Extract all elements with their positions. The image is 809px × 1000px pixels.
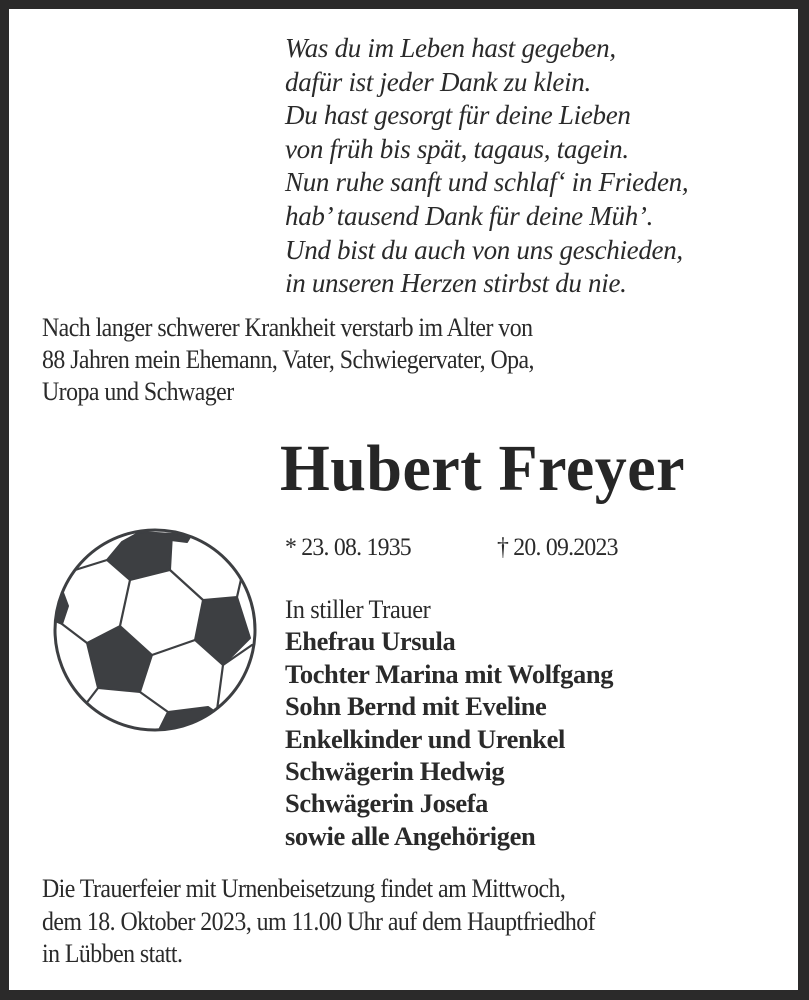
deceased-name: Hubert Freyer xyxy=(280,432,686,505)
memorial-poem xyxy=(285,32,688,301)
poem-line: Du hast gesorgt für deine Lieben xyxy=(285,100,631,131)
announcement-line: Nach langer schwerer Krankheit verstarb im Alter von xyxy=(42,312,533,342)
poem-line: Und bist du auch von uns geschieden, xyxy=(285,234,683,265)
funeral-line: in Lübben statt. xyxy=(42,938,183,969)
death-date: † 20. 09.2023 xyxy=(497,534,618,561)
poem-line: Nun ruhe sanft und schlaf‘ in Frieden, xyxy=(285,167,689,198)
mourner: Enkelkinder und Urenkel xyxy=(285,723,565,754)
poem-line: hab’ tausend Dank für deine Müh’. xyxy=(285,200,654,231)
funeral-line: Die Trauerfeier mit Urnenbeisetzung findet am Mittwoch, xyxy=(42,873,566,903)
death-announcement xyxy=(42,311,534,408)
poem-line: von früh bis spät, tagaus, tagein. xyxy=(285,133,629,164)
soccer-ball-icon xyxy=(40,520,270,740)
mourner: Schwägerin Hedwig xyxy=(285,756,505,787)
funeral-details xyxy=(42,872,595,970)
mourner: Sohn Bernd mit Eveline xyxy=(285,691,547,722)
mourner: Tochter Marina mit Wolfgang xyxy=(285,658,614,689)
mourner: Schwägerin Josefa xyxy=(285,788,488,819)
mourners-list xyxy=(285,593,613,852)
obituary-notice xyxy=(9,9,798,990)
funeral-line: dem 18. Oktober 2023, um 11.00 Uhr auf dem Hauptfriedhof xyxy=(42,905,596,936)
poem-line: Was du im Leben hast gegeben, xyxy=(285,33,616,63)
announcement-line: Uropa und Schwager xyxy=(42,376,234,407)
mourner: Ehefrau Ursula xyxy=(285,626,456,657)
mourning-phrase: In stiller Trauer xyxy=(285,594,431,624)
mourner: sowie alle Angehörigen xyxy=(285,820,536,851)
birth-date: * 23. 08. 1935 xyxy=(285,534,411,561)
poem-line: in unseren Herzen stirbst du nie. xyxy=(285,268,627,299)
announcement-line: 88 Jahren mein Ehemann, Vater, Schwiegervater, Opa, xyxy=(42,344,534,375)
poem-line: dafür ist jeder Dank zu klein. xyxy=(285,66,591,97)
